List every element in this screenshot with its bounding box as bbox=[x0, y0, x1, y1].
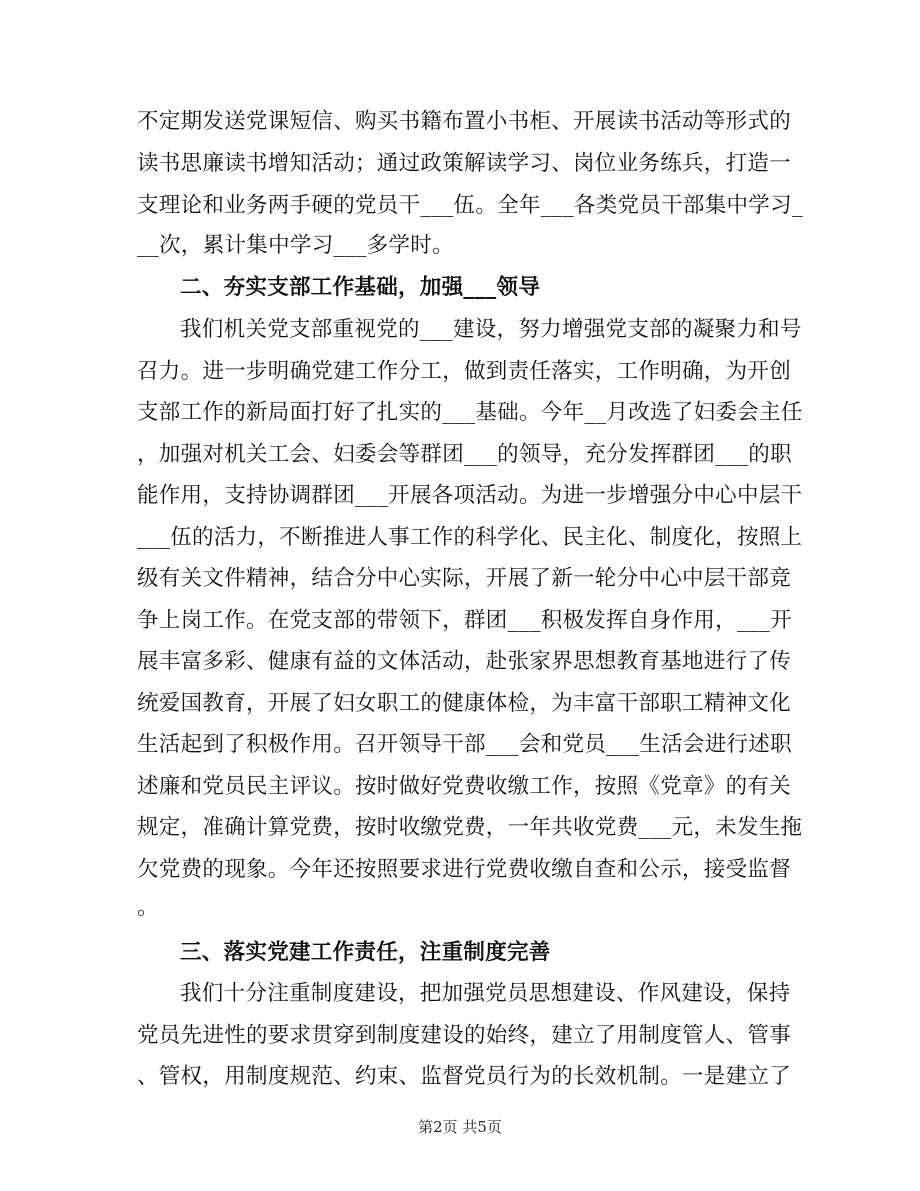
paragraph-line: 级有关文件精神，结合分中心实际，开展了新一轮分中心中层干部竞 bbox=[137, 566, 792, 591]
paragraph-line: ___伍的活力，不断推进人事工作的科学化、民主化、制度化，按照上 bbox=[137, 525, 803, 550]
paragraph-line: 展丰富多彩、健康有益的文体活动，赴张家界思想教育基地进行了传 bbox=[137, 649, 792, 674]
paragraph-line: 我们机关党支部重视党的___建设，努力增强党支部的凝聚力和号 bbox=[180, 317, 802, 342]
section-heading-3: 三、落实党建工作责任，注重制度完善 bbox=[180, 940, 551, 965]
paragraph-line: 生活起到了积极作用。召开领导干部___会和党员___生活会进行述职 bbox=[137, 732, 792, 757]
paragraph-line: 党员先进性的要求贯穿到制度建设的始终，建立了用制度管人、管事 bbox=[137, 1023, 792, 1048]
paragraph-line: 能作用，支持协调群团___开展各项活动。为进一步增强分中心中层干 bbox=[137, 483, 803, 508]
paragraph-line: 述廉和党员民主评议。按时做好党费收缴工作，按照《党章》的有关 bbox=[137, 774, 792, 799]
paragraph-line: 统爱国教育，开展了妇女职工的健康体检，为丰富干部职工精神文化 bbox=[137, 691, 792, 716]
section-heading-2: 二、夯实支部工作基础，加强___领导 bbox=[180, 275, 541, 300]
paragraph-line: 欠党费的现象。今年还按照要求进行党费收缴自查和公示，接受监督 bbox=[137, 857, 792, 882]
paragraph-line: 规定，准确计算党费，按时收缴党费，一年共收党费___元，未发生拖 bbox=[137, 815, 803, 840]
paragraph-line: 争上岗工作。在党支部的带领下，群团___积极发挥自身作用，___开 bbox=[137, 608, 792, 633]
paragraph-line: 支部工作的新局面打好了扎实的___基础。今年__月改选了妇委会主任 bbox=[137, 400, 803, 425]
page-number-footer: 第2页 共5页 bbox=[418, 1118, 502, 1136]
paragraph-line: 支理论和业务两手硬的党员干___伍。全年___各类党员干部集中学习_ bbox=[137, 193, 803, 218]
paragraph-line: 读书思廉读书增知活动；通过政策解读学习、岗位业务练兵，打造一 bbox=[137, 151, 792, 176]
paragraph-line: __次，累计集中学习___多学时。 bbox=[137, 233, 454, 258]
paragraph-line: ，加强对机关工会、妇委会等群团___的领导，充分发挥群团___的职 bbox=[137, 442, 792, 467]
paragraph-line: 。 bbox=[137, 895, 159, 920]
paragraph-line: 我们十分注重制度建设，把加强党员思想建设、作风建设，保持 bbox=[180, 981, 791, 1006]
paragraph-line: 、管权，用制度规范、约束、监督党员行为的长效机制。一是建立了 bbox=[137, 1064, 792, 1089]
paragraph-line: 不定期发送党课短信、购买书籍布置小书柜、开展读书活动等形式的 bbox=[137, 109, 792, 134]
paragraph-line: 召力。进一步明确党建工作分工，做到责任落实，工作明确，为开创 bbox=[137, 359, 792, 384]
